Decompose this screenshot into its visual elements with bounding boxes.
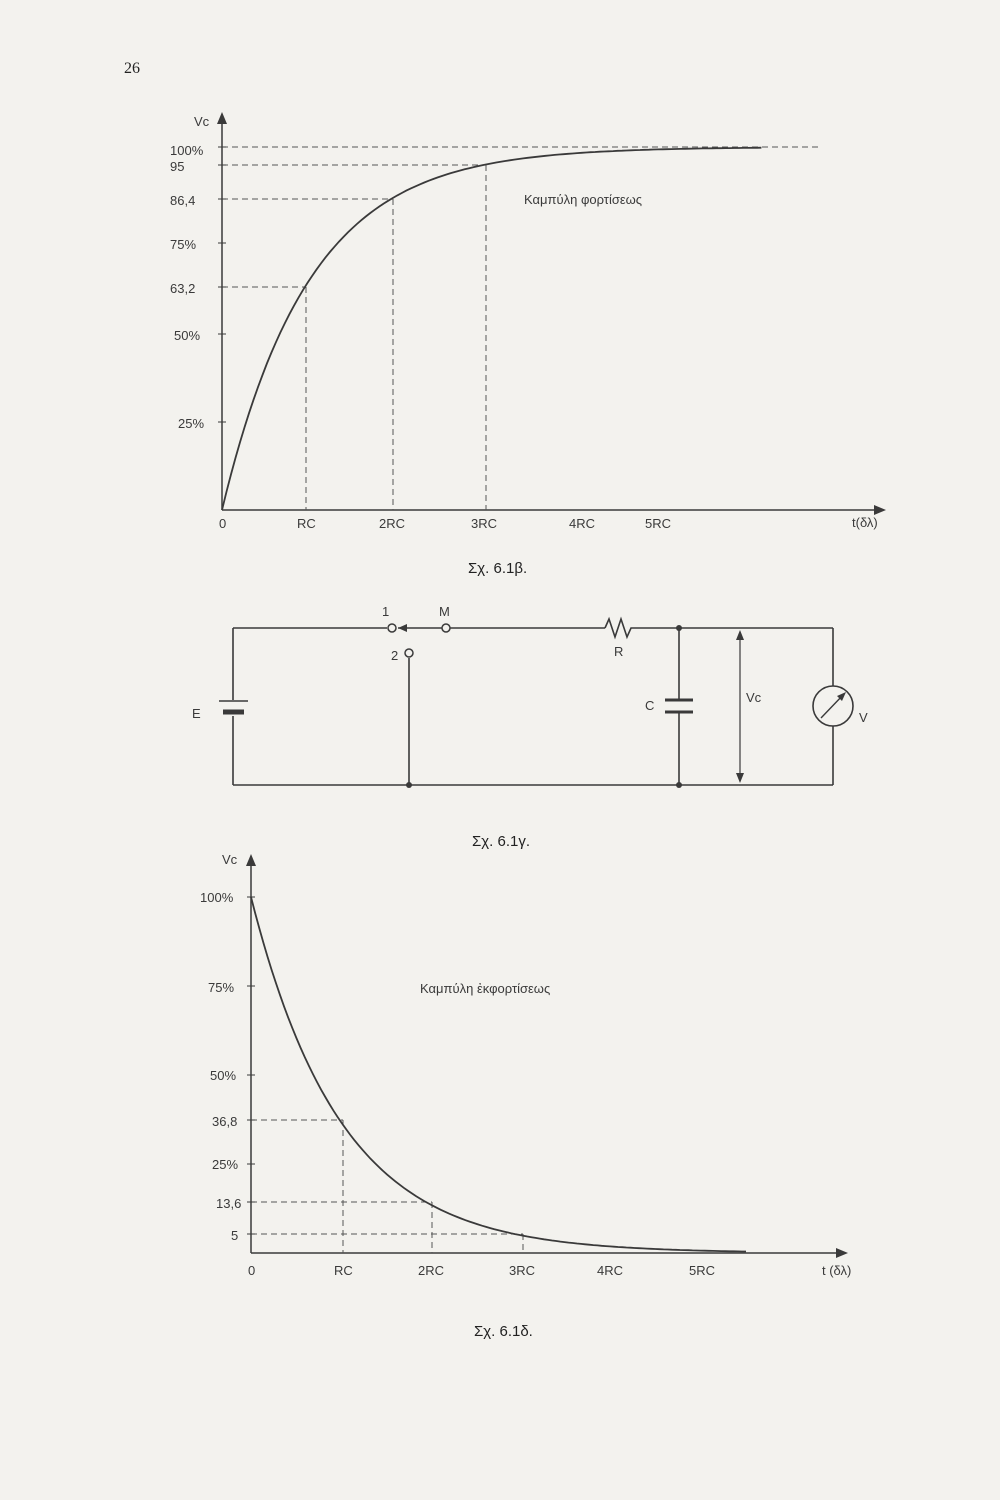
discharging-curve: [251, 897, 746, 1252]
x-tick-2rc: 2RC: [379, 516, 406, 531]
vc-arrow-down-icon: [736, 773, 744, 783]
caption-6-1g: Σχ. 6.1γ.: [472, 833, 531, 850]
battery-label: E: [192, 706, 201, 721]
x-axis-label: t (δλ): [822, 1263, 852, 1278]
x-axis-arrow-icon: [874, 505, 886, 515]
y-tick-86: 86,4: [170, 193, 196, 208]
y-tick-36: 36,8: [212, 1114, 238, 1129]
charging-chart: [170, 112, 886, 531]
y-tick-75: 75%: [208, 980, 235, 995]
x-tick-5rc: 5RC: [689, 1263, 716, 1278]
caption-6-1b: Σχ. 6.1β.: [468, 560, 528, 577]
page-number: 26: [124, 60, 140, 77]
charging-curve: [222, 148, 761, 510]
y-tick-50: 50%: [210, 1068, 237, 1083]
y-tick-100: 100%: [200, 890, 234, 905]
y-tick-50: 50%: [174, 328, 201, 343]
vc-label: Vc: [746, 690, 762, 705]
switch-contact-1: [388, 624, 396, 632]
x-tick-3rc: 3RC: [509, 1263, 536, 1278]
switch-pivot-m: [442, 624, 450, 632]
voltmeter-label: V: [859, 710, 868, 725]
y-tick-13: 13,6: [216, 1196, 242, 1211]
y-axis-label: Vc: [222, 852, 238, 867]
capacitor-label: C: [645, 698, 655, 713]
y-axis-arrow-icon: [217, 112, 227, 124]
x-tick-0: 0: [219, 516, 227, 531]
x-tick-5rc: 5RC: [645, 516, 672, 531]
x-tick-rc: RC: [297, 516, 316, 531]
y-tick-100: 100%: [170, 143, 204, 158]
y-tick-5: 5: [231, 1228, 239, 1243]
x-axis-arrow-icon: [836, 1248, 848, 1258]
discharging-chart: [200, 852, 851, 1278]
x-tick-0: 0: [248, 1263, 256, 1278]
switch-arrow-icon: [398, 624, 407, 632]
x-tick-2rc: 2RC: [418, 1263, 445, 1278]
discharging-curve-label: Καμπύλη ἐκφορτίσεως: [420, 981, 551, 996]
x-tick-4rc: 4RC: [597, 1263, 624, 1278]
y-tick-25: 25%: [212, 1157, 239, 1172]
y-tick-25: 25%: [178, 416, 205, 431]
x-axis-label: t(δλ): [852, 515, 878, 530]
vc-arrow-up-icon: [736, 630, 744, 640]
y-tick-63: 63,2: [170, 281, 196, 296]
switch-label-1: 1: [382, 604, 390, 619]
y-axis-label: Vc: [194, 114, 210, 129]
switch-label-m: M: [439, 604, 450, 619]
y-tick-95: 95: [170, 159, 185, 174]
caption-6-1d: Σχ. 6.1δ.: [474, 1323, 533, 1340]
switch-contact-2: [405, 649, 413, 657]
rc-circuit: [233, 628, 833, 785]
resistor-label: R: [614, 644, 624, 659]
switch-label-2: 2: [391, 648, 399, 663]
y-tick-75: 75%: [170, 237, 197, 252]
y-axis-arrow-icon: [246, 854, 256, 866]
charging-curve-label: Καμπύλη φορτίσεως: [524, 192, 643, 207]
resistor: [605, 619, 634, 637]
x-tick-rc: RC: [334, 1263, 353, 1278]
x-tick-4rc: 4RC: [569, 516, 596, 531]
x-tick-3rc: 3RC: [471, 516, 498, 531]
